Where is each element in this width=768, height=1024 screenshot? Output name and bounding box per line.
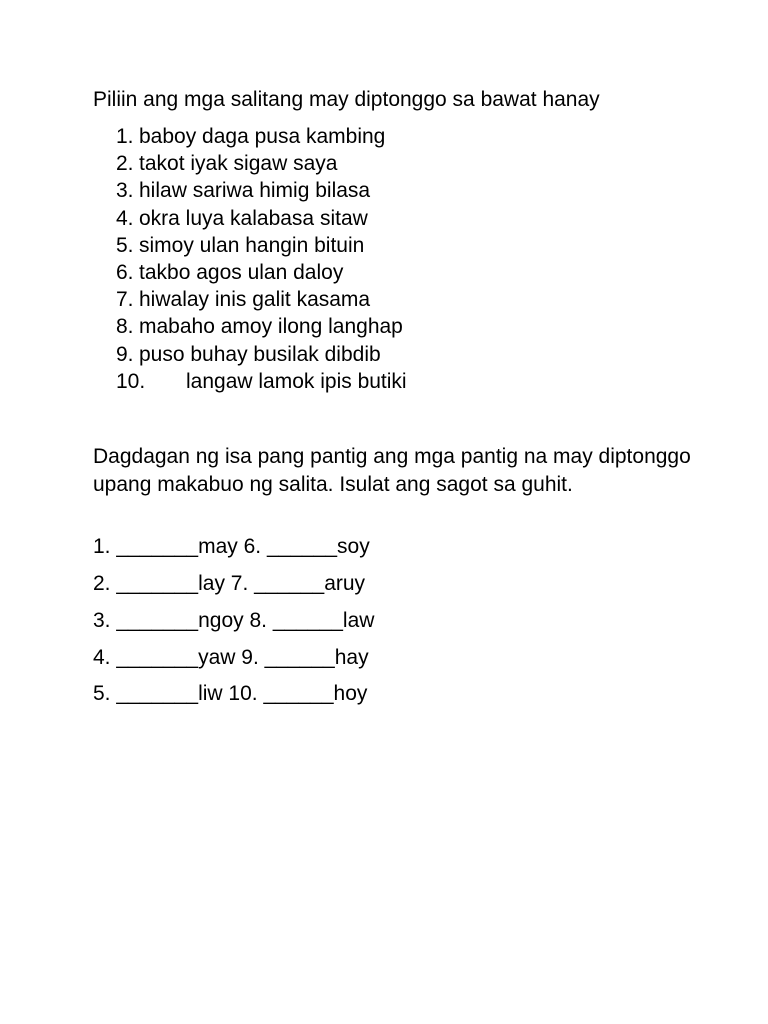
fill-in-row: 3. _______ngoy 8. ______law <box>93 609 375 632</box>
fill-in-row: 5. _______liw 10. ______hoy <box>93 682 368 705</box>
item-number: 9. <box>116 342 134 366</box>
section2-instruction: Dagdagan ng isa pang pantig ang mga pantig na may diptonggo upang makabuo ng salita. Isulat ang sagot sa guhit. <box>93 445 691 496</box>
list-item <box>116 125 407 152</box>
item-number: 7. <box>116 288 134 312</box>
item-number: 2. <box>116 152 134 176</box>
section1-instruction: Piliin ang mga salitang may diptonggo sa bawat hanay <box>93 88 600 111</box>
list-item <box>116 288 407 315</box>
item-words: simoy ulan hangin bituin <box>139 233 365 257</box>
item-words: takbo agos ulan daloy <box>139 260 344 284</box>
item-number: 5. <box>116 233 134 257</box>
item-number: 10. <box>116 369 146 393</box>
item-words: mabaho amoy ilong langhap <box>139 315 403 339</box>
list-item <box>116 152 407 179</box>
list-item <box>116 343 407 370</box>
item-number: 6. <box>116 260 134 284</box>
item-words: langaw lamok ipis butiki <box>186 369 407 393</box>
fill-in-row: 2. _______lay 7. ______aruy <box>93 572 366 595</box>
list-item <box>116 207 407 234</box>
item-words: hiwalay inis galit kasama <box>139 288 371 312</box>
list-item <box>116 261 407 288</box>
item-number: 8. <box>116 315 134 339</box>
item-number: 3. <box>116 179 134 203</box>
item-words: takot iyak sigaw saya <box>139 152 338 176</box>
fill-in-row: 4. _______yaw 9. ______hay <box>93 646 369 669</box>
list-item <box>116 179 407 206</box>
list-item <box>116 315 407 342</box>
word-choice-list <box>116 125 407 397</box>
fill-in-row: 1. _______may 6. ______soy <box>93 535 370 558</box>
list-item <box>116 370 407 397</box>
item-words: okra luya kalabasa sitaw <box>139 206 368 230</box>
item-words: baboy daga pusa kambing <box>139 125 386 148</box>
item-words: hilaw sariwa himig bilasa <box>139 179 371 203</box>
item-number: 1. <box>116 125 134 148</box>
list-item <box>116 234 407 261</box>
item-words: puso buhay busilak dibdib <box>139 342 381 366</box>
item-number: 4. <box>116 206 134 230</box>
